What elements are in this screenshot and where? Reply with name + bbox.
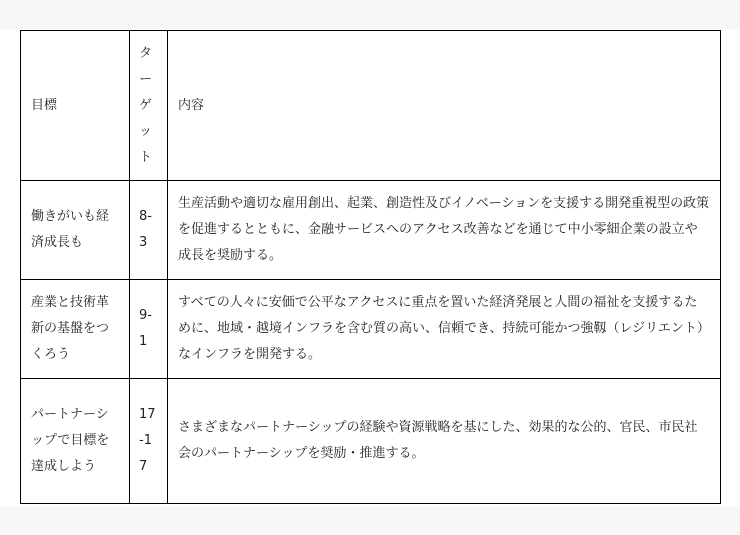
header-content (168, 31, 721, 181)
table-row (21, 181, 721, 280)
document-page (0, 29, 740, 506)
goal-text: 働きがいも経済成長も (31, 209, 110, 250)
header-target-text: ターゲット (139, 45, 153, 165)
content-text: さまざまなパートナーシップの経験や資源戦略を基にした、効果的な公的、官民、市民社会のパートナーシップを奨励・推進する。 (178, 420, 698, 461)
target-text: 8-3 (139, 209, 152, 250)
header-target (130, 31, 168, 181)
target-cell (130, 181, 168, 280)
goal-cell (21, 181, 130, 280)
table-row (21, 280, 721, 379)
target-text: 9-1 (139, 308, 152, 349)
target-cell (130, 280, 168, 379)
table-row (21, 379, 721, 504)
content-text: 生産活動や適切な雇用創出、起業、創造性及びイノベーションを支援する開発重視型の政策を促進するとともに、金融サービスへのアクセス改善などを通じて中小零細企業の設立や成長を奨励する。 (178, 196, 710, 263)
header-content-text: 内容 (178, 97, 205, 113)
content-cell (168, 379, 721, 504)
goal-text: パートナーシップで目標を達成しよう (31, 407, 110, 474)
goal-cell (21, 379, 130, 504)
goal-text: 産業と技術革新の基盤をつくろう (31, 295, 110, 362)
table-header-row (21, 31, 721, 181)
header-goal (21, 31, 130, 181)
content-cell (168, 181, 721, 280)
target-text: 17-17 (139, 407, 156, 474)
header-goal-text: 目標 (31, 97, 58, 113)
goal-cell (21, 280, 130, 379)
content-text: すべての人々に安価で公平なアクセスに重点を置いた経済発展と人間の福祉を支援するために、地域・越境インフラを含む質の高い、信頼でき、持続可能かつ強靱（レジリエント）なインフラを開発する。 (178, 295, 710, 362)
content-cell (168, 280, 721, 379)
sdg-target-table (20, 30, 721, 504)
target-cell (130, 379, 168, 504)
